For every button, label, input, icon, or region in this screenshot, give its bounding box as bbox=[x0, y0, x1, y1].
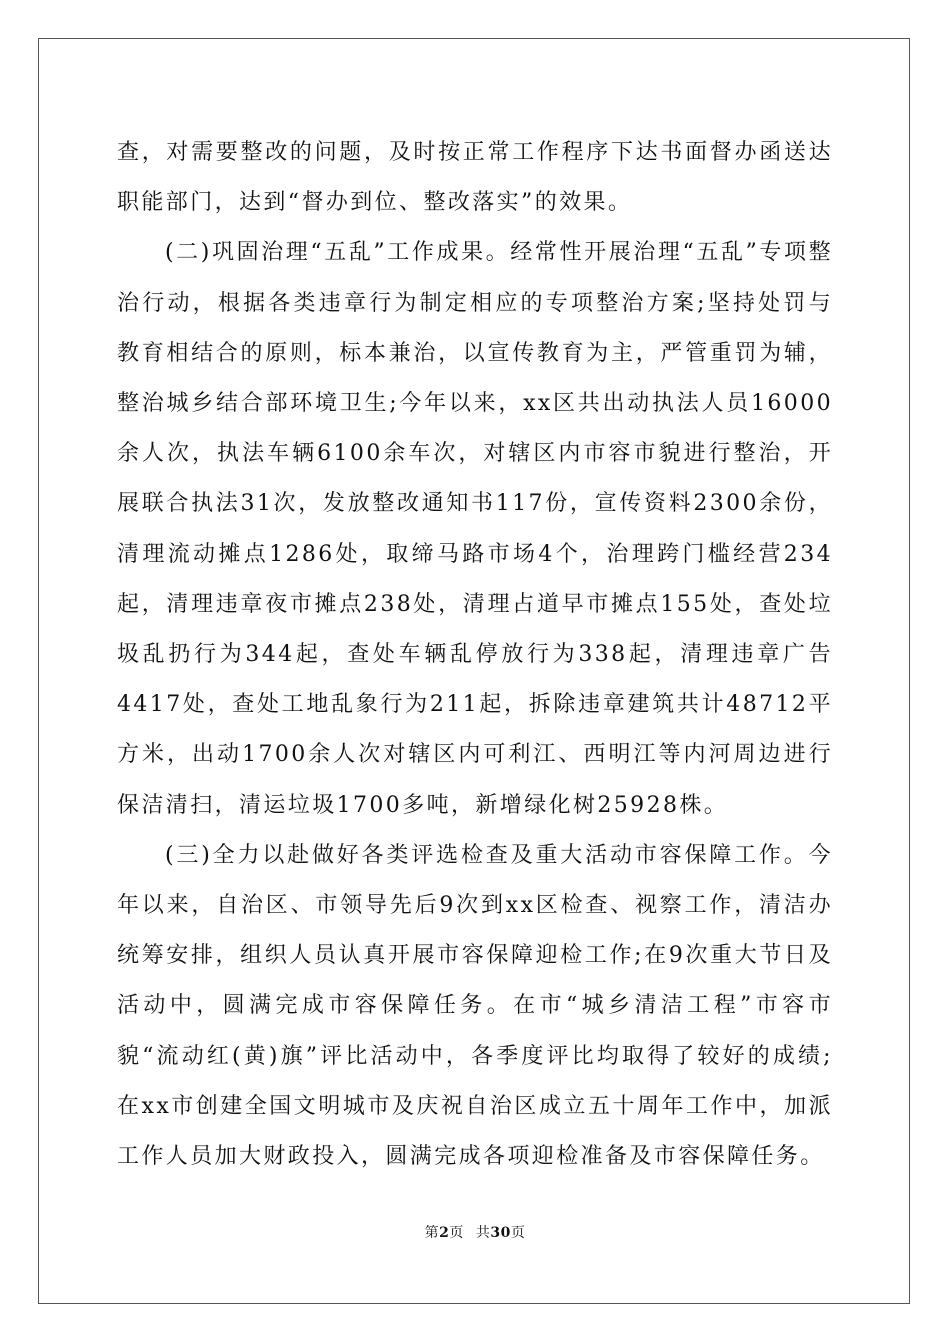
document-body bbox=[117, 128, 833, 1182]
page-suffix: 页 bbox=[449, 1225, 464, 1241]
page-number: 2 bbox=[439, 1225, 450, 1241]
total-pages: 30 bbox=[490, 1225, 511, 1241]
paragraph-section-2: (二)巩固治理“五乱”工作成果。经常性开展治理“五乱”专项整治行动，根据各类违章行为制定相应的专项整治方案;坚持处罚与教育相结合的原则，标本兼治，以宣传教育为主，严管重罚为辅，整治城乡结合部环境卫生;今年以来，xx区共出动执法人员16000余人次，执法车辆6100余车次，对辖区内市容市貌进行整治，开展联合执法31次，发放整改通知书117份，宣传资料2300余份，清理流动摊点1286处，取缔马路市场4个，治理跨门槛经营234起，清理违章夜市摊点238处，清理占道早市摊点155处，查处垃圾乱扔行为344起，查处车辆乱停放行为338起，清理违章广告4417处，查处工地乱象行为211起，拆除违章建筑共计48712平方米，出动1700余人次对辖区内可利江、西明江等内河周边进行保洁清扫，清运垃圾1700多吨，新增绿化树25928株。 bbox=[117, 240, 833, 818]
total-suffix: 页 bbox=[510, 1225, 526, 1241]
page-prefix: 第 bbox=[424, 1225, 440, 1241]
total-prefix: 共 bbox=[475, 1225, 491, 1241]
paragraph-section-3: (三)全力以赴做好各类评选检查及重大活动市容保障工作。今年以来，自治区、市领导先后9次到xx区检查、视察工作，清洁办统筹安排，组织人员认真开展市容保障迎检工作;在9次重大节日及活动中，圆满完成市容保障任务。在市“城乡清洁工程”市容市貌“流动红(黄)旗”评比活动中，各季度评比均取得了较好的成绩;在xx市创建全国文明城市及庆祝自治区成立五十周年工作中，加派工作人员加大财政投入，圆满完成各项迎检准备及市容保障任务。 bbox=[117, 842, 833, 1170]
paragraph-continuation: 查，对需要整改的问题，及时按正常工作程序下达书面督办函送达职能部门，达到“督办到位、整改落实”的效果。 bbox=[117, 140, 833, 216]
page-footer bbox=[0, 1223, 950, 1243]
